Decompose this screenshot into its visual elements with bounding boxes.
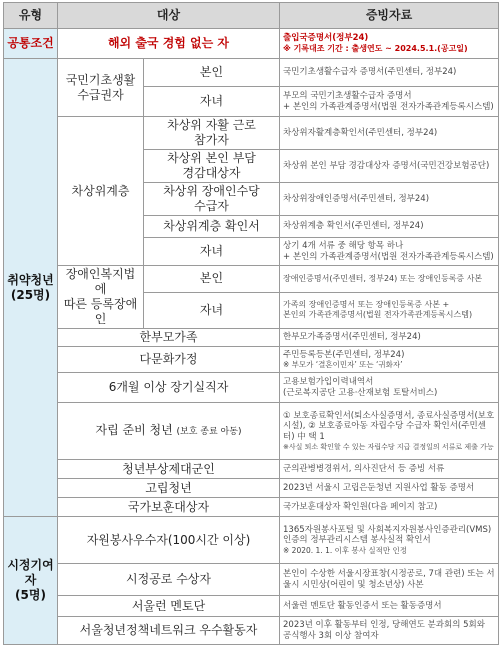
contributors-label: 시정기여자 (5명) — [4, 517, 58, 645]
near-poverty-item-doc: 차상위자활계층확인서(주민센터, 정부24) — [280, 117, 499, 150]
mentor-doc: 서울런 멘토단 활동인증서 또는 활동증명서 — [280, 596, 499, 617]
near-poverty-item-doc: 차상위장애인증명서(주민센터, 정부24) — [280, 183, 499, 216]
veterans-doc: 국가보훈대상자 확인원(다음 페이지 참고) — [280, 498, 499, 517]
award-doc: 본인이 수상한 서울시장표창(시정공로, 7대 관련) 또는 서울시 시민상(어린이 및 청소년상) 사본 — [280, 564, 499, 596]
volunteer-doc-line2: ※ 2020. 1. 1. 이후 봉사 실적만 인정 — [283, 545, 407, 555]
row-mentor — [4, 596, 499, 617]
row-award — [4, 564, 499, 596]
header-evidence: 증빙자료 — [280, 3, 499, 29]
row-near-poverty-1 — [4, 117, 499, 150]
near-poverty-item-label: 차상위 본인 부담 경감대상자 — [144, 150, 280, 183]
row-isolated — [4, 479, 499, 498]
basic-self-label: 본인 — [144, 59, 280, 87]
unemployed-doc-line2: (근로복지공단 고용·산재보험 토탈서비스) — [283, 387, 438, 398]
common-label: 공통조건 — [4, 29, 58, 59]
near-poverty-label: 차상위계층 — [58, 117, 144, 266]
independence-doc-line1: ① 보호종료확인서(퇴소사실증명서, 종료사실증명서(보호시설), ② 보호종료아동 자립수당 수급자 확인서(주민센터) 中 택 1 — [283, 410, 495, 442]
unemployed-doc-line1: 고용보험가입이력내역서 — [283, 376, 374, 387]
common-doc-line1: 출입국증명서(정부24) — [283, 33, 369, 44]
disability-child-label: 자녀 — [144, 292, 280, 328]
multicultural-doc-line1: 주민등록등본(주민센터, 정부24) — [283, 349, 405, 360]
row-independence — [4, 403, 499, 460]
volunteer-label: 자원봉사우수자(100시간 이상) — [58, 517, 280, 564]
multicultural-doc-line2: ※ 부모가 ‘결혼이민자’ 또는 ‘귀화자’ — [283, 360, 403, 370]
row-veterans — [4, 498, 499, 517]
award-label: 시정공로 수상자 — [58, 564, 280, 596]
basic-livelihood-label: 국민기초생활 수급권자 — [58, 59, 144, 117]
single-parent-label: 한부모가족 — [58, 329, 280, 347]
vulnerable-label: 취약청년 (25명) — [4, 59, 58, 517]
single-parent-doc: 한부모가족증명서(주민센터, 정부24) — [280, 329, 499, 347]
row-soldier — [4, 460, 499, 479]
veterans-label: 국가보훈대상자 — [58, 498, 280, 517]
near-poverty-child-label: 자녀 — [144, 238, 280, 266]
soldier-label: 청년부상제대군인 — [58, 460, 280, 479]
unemployed-label: 6개월 이상 장기실직자 — [58, 373, 280, 403]
row-unemployed — [4, 373, 499, 403]
common-target: 해외 출국 경험 없는 자 — [58, 29, 280, 59]
independence-label: 자립 준비 청년 — [95, 423, 173, 438]
disability-self-label: 본인 — [144, 266, 280, 293]
disability-self-doc: 장애인증명서(주민센터, 정부24) 또는 장애인등록증 사본 — [280, 266, 499, 293]
header-row — [4, 3, 499, 29]
basic-child-label: 자녀 — [144, 87, 280, 117]
header-type: 유형 — [4, 3, 58, 29]
near-poverty-item-label: 차상위계층 확인서 — [144, 216, 280, 238]
row-basic-self — [4, 59, 499, 87]
eligibility-table — [3, 2, 499, 645]
near-poverty-child-doc: 상기 4개 서류 중 해당 항목 하나 + 본인의 가족관계증명서(법원 전자가족관계등록시스템) — [280, 238, 499, 266]
near-poverty-item-doc: 차상위계층 확인서(주민센터, 정부24) — [280, 216, 499, 238]
near-poverty-item-label: 차상위 장애인수당 수급자 — [144, 183, 280, 216]
multicultural-doc — [280, 347, 499, 373]
basic-self-doc: 국민기초생활수급자 증명서(주민센터, 정부24) — [280, 59, 499, 87]
disability-label: 장애인복지법에 따른 등록장애인 — [58, 266, 144, 329]
common-doc — [280, 29, 499, 59]
policy-network-doc: 2023년 이후 활동부터 인정, 당해연도 분과회의 5회와 공식행사 3회 이상 참여자 — [280, 617, 499, 645]
independence-doc — [280, 403, 499, 460]
common-doc-line2: ※ 기록대조 기간 : 출생연도 ~ 2024.5.1.(공고일) — [283, 43, 468, 53]
row-single-parent — [4, 329, 499, 347]
independence-cell — [58, 403, 280, 460]
basic-child-doc: 부모의 국민기초생활수급자 증명서 + 본인의 가족관계증명서(법원 전자가족관계등록시스템) — [280, 87, 499, 117]
soldier-doc: 군의관병병경위서, 의사진단서 등 증빙 서류 — [280, 460, 499, 479]
header-target: 대상 — [58, 3, 280, 29]
volunteer-doc-line1: 1365자원봉사포털 및 사회복지자원봉사인증관리(VMS) 인증의 정부관리시스템 봉사실적 확인서 — [283, 524, 492, 546]
unemployed-doc — [280, 373, 499, 403]
independence-doc-line2: ※사실 퇴소 확인할 수 있는 자립수당 지급 결정일의 서류로 제출 가능 — [283, 442, 494, 451]
multicultural-label: 다문화가정 — [58, 347, 280, 373]
near-poverty-item-label: 차상위 자활 근로 참가자 — [144, 117, 280, 150]
disability-child-doc: 가족의 장애인증명서 또는 장애인등록증 사본 + 본인의 가족관계증명서(법원 전자가족관계등록시스템) — [280, 292, 499, 328]
row-policy-network — [4, 617, 499, 645]
policy-network-label: 서울청년정책네트워크 우수활동자 — [58, 617, 280, 645]
row-volunteer — [4, 517, 499, 564]
isolated-doc: 2023년 서울시 고립은둔청년 지원사업 활동 증명서 — [280, 479, 499, 498]
volunteer-doc — [280, 517, 499, 564]
row-disability-self — [4, 266, 499, 293]
independence-label-suffix: (보호 종료 아동) — [176, 427, 242, 438]
common-row — [4, 29, 499, 59]
row-multicultural — [4, 347, 499, 373]
isolated-label: 고립청년 — [58, 479, 280, 498]
near-poverty-item-doc: 차상위 본인 부담 경감대상자 증명서(국민건강보험공단) — [280, 150, 499, 183]
mentor-label: 서울런 멘토단 — [58, 596, 280, 617]
